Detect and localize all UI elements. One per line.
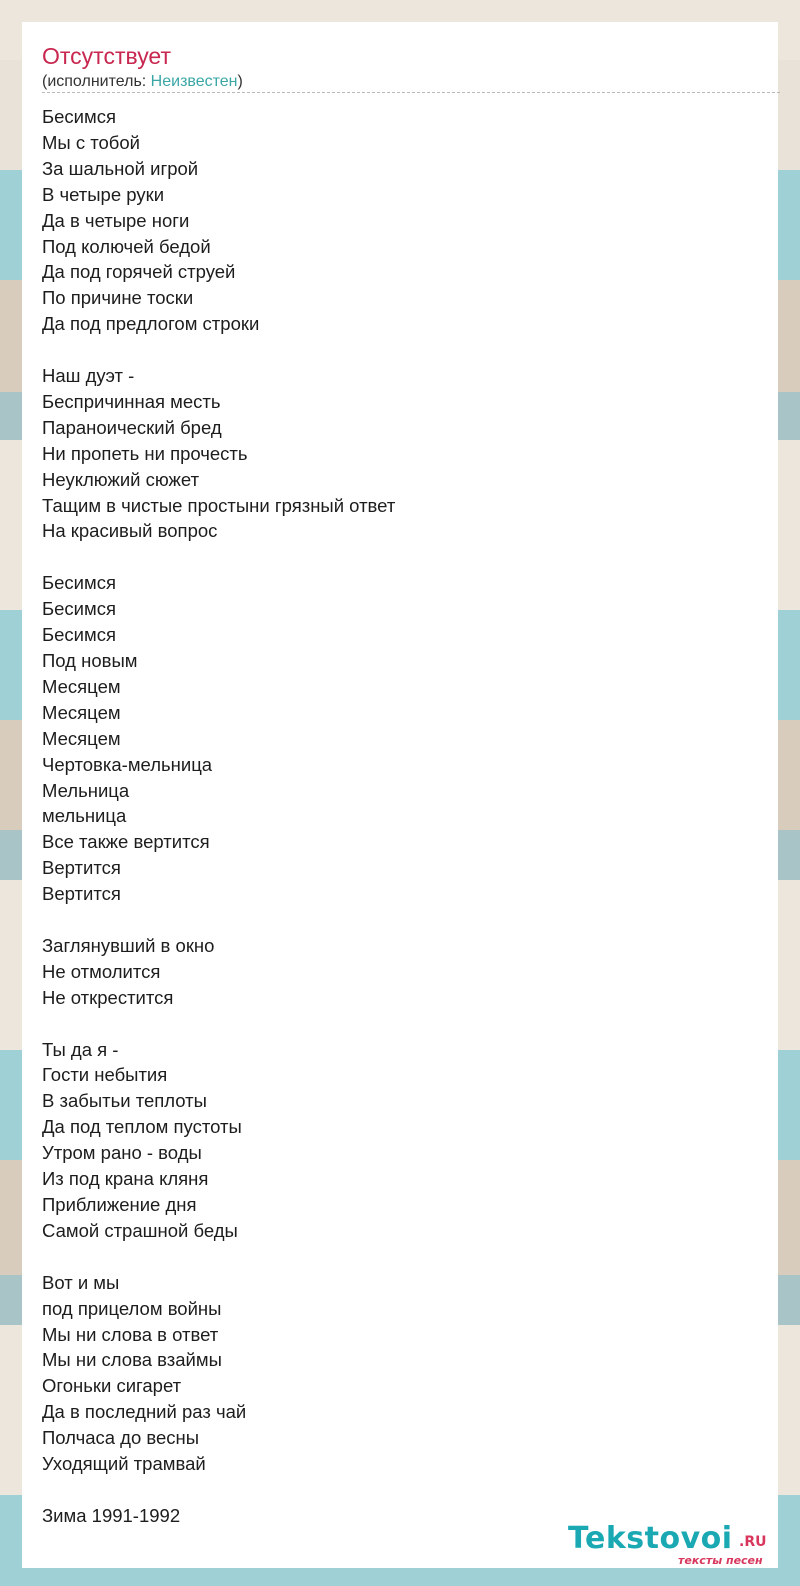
lyric-line: Бесимся xyxy=(42,624,116,646)
lyric-line: Под новым xyxy=(42,650,138,671)
lyric-line: Да в четыре ноги xyxy=(42,209,190,231)
site-logo[interactable] xyxy=(568,1522,778,1572)
lyric-line: За шальной игрой xyxy=(42,157,199,179)
lyric-line: Полчаса до весны xyxy=(42,1427,200,1449)
lyrics-stanza xyxy=(42,104,742,337)
lyric-line: В четыре руки xyxy=(42,183,165,205)
lyric-line: Из под крана кляня xyxy=(42,1168,209,1190)
lyric-line: Ты да я - xyxy=(42,1038,119,1060)
lyric-line: мельница xyxy=(42,805,127,827)
lyric-line: Беспричинная месть xyxy=(42,390,221,412)
logo-tld: .RU xyxy=(739,1534,767,1550)
lyric-line: Бесимся xyxy=(42,598,116,620)
artist-link[interactable]: Неизвестен xyxy=(150,73,238,90)
lyric-line: Бесимся xyxy=(42,106,116,127)
lyric-line: Да под предлогом строки xyxy=(42,313,260,335)
lyric-line: Гости небытия xyxy=(42,1064,168,1086)
lyric-line: На красивый вопрос xyxy=(42,520,218,542)
lyric-line: Да под теплом пустоты xyxy=(42,1116,242,1138)
lyric-line: Самой страшной беды xyxy=(42,1219,238,1241)
lyric-line: Мельница xyxy=(42,779,130,801)
lyric-line: Месяцем xyxy=(42,675,121,697)
lyrics-stanza xyxy=(42,570,742,907)
lyrics-stanza xyxy=(42,933,742,1011)
lyrics-stanza xyxy=(42,1270,742,1477)
lyric-line: Ни пропеть ни прочесть xyxy=(42,442,248,464)
lyric-line: Все также вертится xyxy=(42,831,210,853)
artist-line xyxy=(42,72,243,92)
lyric-line: В забытьи теплоты xyxy=(42,1090,207,1112)
lyric-line: Параноический бред xyxy=(42,416,222,438)
lyric-line: Заглянувший в окно xyxy=(42,934,215,956)
lyrics-card xyxy=(22,22,778,1568)
logo-wordmark: Tekstovoi xyxy=(568,1521,733,1556)
lyric-line: По причине тоски xyxy=(42,287,194,309)
lyric-line: Месяцем xyxy=(42,701,121,723)
lyric-line: Зима 1991-1992 xyxy=(42,1504,181,1526)
lyrics-body xyxy=(42,104,742,1555)
lyric-line: Месяцем xyxy=(42,727,121,749)
lyrics-stanza xyxy=(42,363,742,544)
dashed-divider xyxy=(42,92,780,93)
lyric-line: под прицелом войны xyxy=(42,1297,222,1319)
lyric-line: Под колючей бедой xyxy=(42,235,211,257)
lyric-line: Не открестится xyxy=(42,986,174,1008)
lyric-line: Не отмолится xyxy=(42,960,161,982)
lyric-line: Вертится xyxy=(42,883,121,905)
lyric-line: Да в последний раз чай xyxy=(42,1401,247,1423)
lyric-line: Утром рано - воды xyxy=(42,1142,202,1164)
logo-tagline: тексты песен xyxy=(678,1554,763,1567)
lyric-line: Мы ни слова взаймы xyxy=(42,1349,222,1371)
lyric-line: Наш дуэт - xyxy=(42,365,135,387)
lyric-line: Мы с тобой xyxy=(42,131,141,153)
artist-suffix: ) xyxy=(237,73,243,90)
lyric-line: Бесимся xyxy=(42,572,116,594)
lyric-line: Тащим в чистые простыни грязный ответ xyxy=(42,494,396,516)
lyric-line: Огоньки сигарет xyxy=(42,1375,182,1397)
lyrics-stanza xyxy=(42,1037,742,1244)
lyric-line: Мы ни слова в ответ xyxy=(42,1323,219,1345)
lyric-line: Приближение дня xyxy=(42,1194,197,1215)
artist-prefix: (исполнитель: xyxy=(42,73,151,90)
lyric-line: Чертовка-мельница xyxy=(42,753,213,775)
lyric-line: Вот и мы xyxy=(42,1271,120,1293)
lyric-line: Да под горячей струей xyxy=(42,261,236,283)
lyric-line: Неуклюжий сюжет xyxy=(42,468,200,490)
lyric-line: Уходящий трамвай xyxy=(42,1453,206,1475)
song-title: Отсутствует xyxy=(42,43,171,69)
lyric-line: Вертится xyxy=(42,857,121,879)
